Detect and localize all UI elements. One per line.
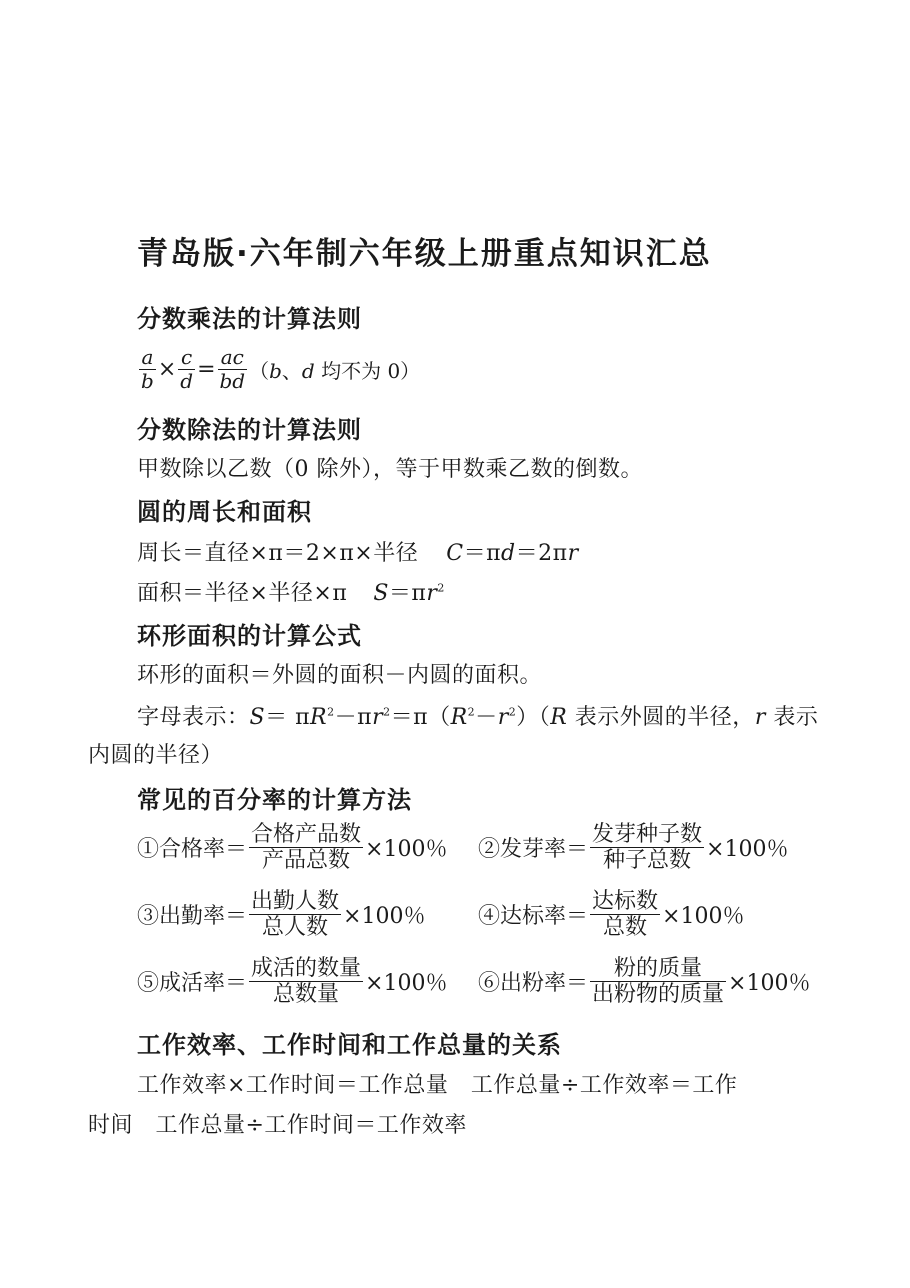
rate-fraction: $\frac{\text{成活的数量}}{\text{总数量}}$	[251, 956, 362, 1008]
rate-germination: ②发芽率＝ $\frac{\text{发芽种子数}}{\text{种子总数}}$ ×100％	[478, 822, 789, 874]
rate-attendance: ③出勤率＝ $\frac{\text{出勤人数}}{\text{总人数}}$ ×100％	[137, 889, 426, 941]
page-title: 青岛版·六年制六年级上册重点知识汇总	[137, 236, 712, 272]
heading-annulus: 环形面积的计算公式	[137, 622, 362, 650]
fraction-multiplication-formula: $\frac{a}{b}$ × $\frac{c}{d}$ = $\frac{ac}{bd}$ （b、d 均不为 0）	[141, 345, 421, 393]
fraction-c-over-d: $\frac{c}{d}$	[180, 345, 194, 393]
rate-fraction: $\frac{\text{达标数}}{\text{总数}}$	[592, 889, 659, 941]
annulus-area-formula: 字母表示：$S= \pi R^2-\pi r^2=\pi(R^2-r^2)(R$ 表示外圆的半径，r 表示	[137, 705, 819, 730]
rate-fraction: $\frac{\text{出勤人数}}{\text{总人数}}$	[251, 889, 340, 941]
rate-flour: ⑥出粉率＝ $\frac{\text{粉的质量}}{\text{出粉物的质量}}$ ×100％	[478, 956, 811, 1008]
rate-fraction: $\frac{\text{发芽种子数}}{\text{种子总数}}$	[592, 822, 703, 874]
rate-qualified: ①合格率＝ $\frac{\text{合格产品数}}{\text{产品总数}}$ ×100％	[137, 822, 448, 874]
work-relation-line1: 工作效率×工作时间＝工作总量 工作总量÷工作效率＝工作	[137, 1073, 738, 1098]
heading-work-relation: 工作效率、工作时间和工作总量的关系	[137, 1031, 562, 1059]
fraction-a-over-b: $\frac{a}{b}$	[141, 345, 154, 393]
fraction-division-rule: 甲数除以乙数（0 除外），等于甲数乘乙数的倒数。	[137, 457, 643, 482]
rate-standard: ④达标率＝ $\frac{\text{达标数}}{\text{总数}}$ ×100％	[478, 889, 745, 941]
annulus-area-formula-cont: 内圆的半径）	[88, 743, 224, 768]
rate-survival: ⑤成活率＝ $\frac{\text{成活的数量}}{\text{总数量}}$ ×100％	[137, 956, 448, 1008]
fraction-ac-over-bd: $\frac{ac}{bd}$	[219, 345, 246, 393]
rate-fraction: $\frac{\text{粉的质量}}{\text{出粉物的质量}}$	[592, 956, 725, 1008]
formula-condition: （b、d 均不为 0）	[249, 359, 421, 383]
rate-fraction: $\frac{\text{合格产品数}}{\text{产品总数}}$	[251, 822, 362, 874]
circle-circumference: 周长＝直径×π＝2×π×半径 C＝πd＝2πr	[137, 541, 579, 566]
work-relation-line2: 时间 工作总量÷工作时间＝工作效率	[88, 1113, 467, 1138]
heading-circle: 圆的周长和面积	[137, 498, 312, 526]
heading-fraction-multiplication: 分数乘法的计算法则	[137, 305, 362, 333]
heading-percentage-rates: 常见的百分率的计算方法	[137, 786, 412, 814]
annulus-area-text: 环形的面积＝外圆的面积－内圆的面积。	[137, 663, 543, 688]
heading-fraction-division: 分数除法的计算法则	[137, 416, 362, 444]
circle-area: 面积＝半径×半径×π $S=\pi r^2$	[137, 581, 445, 606]
